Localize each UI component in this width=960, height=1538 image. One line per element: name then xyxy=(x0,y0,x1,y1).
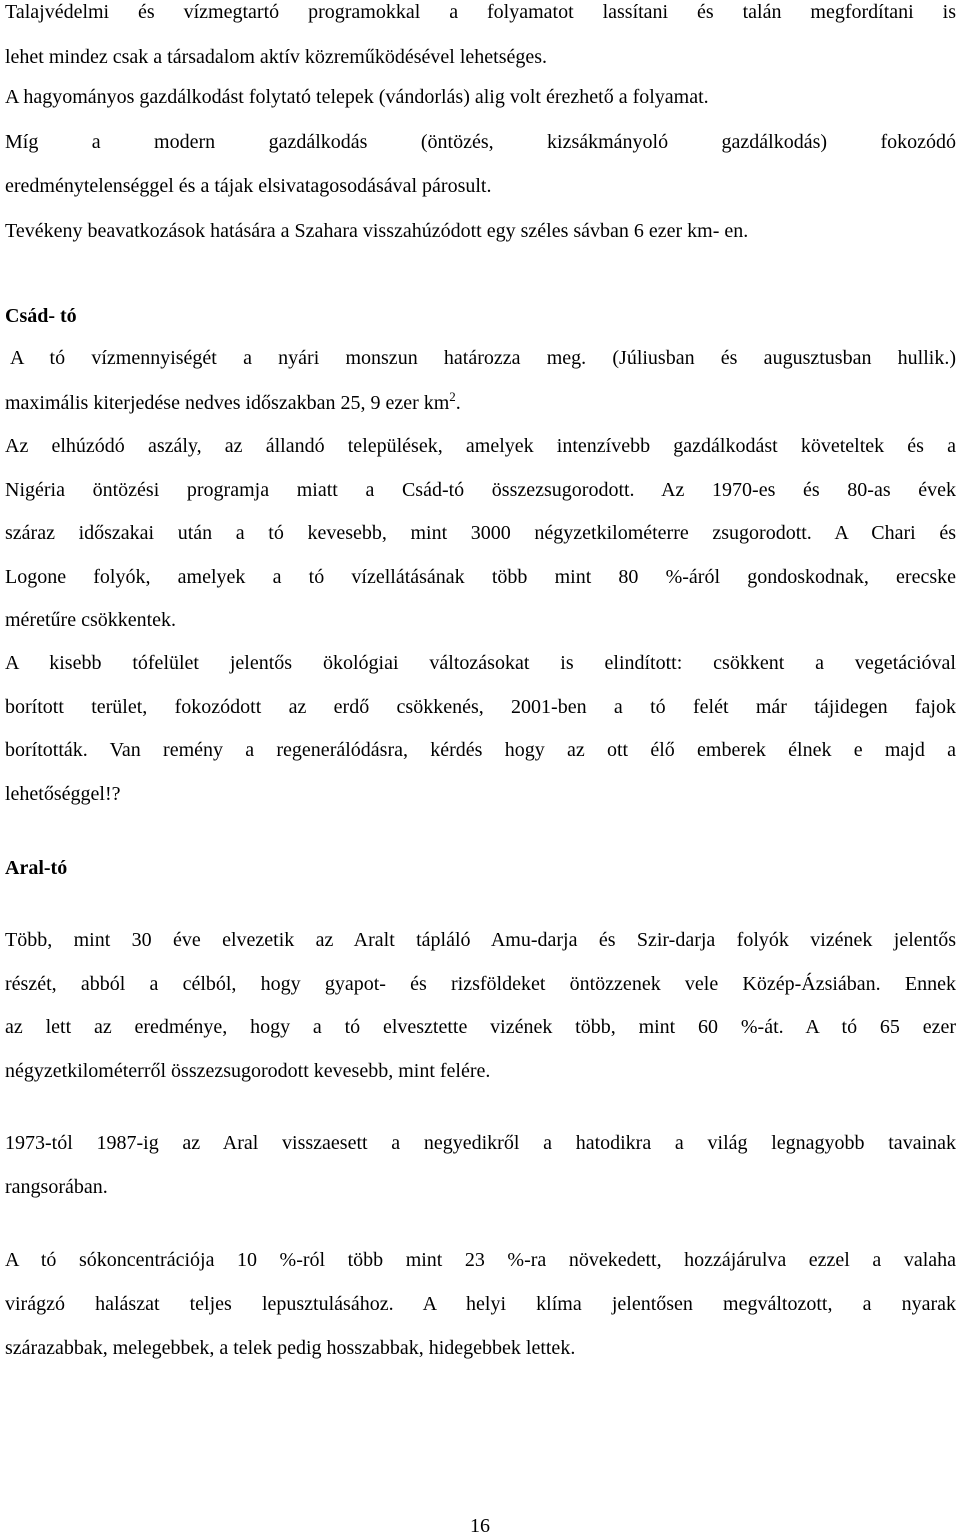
text-line: borították. Van remény a regenerálódásra, kérdés hogy az ott élő emberek élnek e majd a xyxy=(5,739,956,761)
section-heading-aral: Aral-tó xyxy=(5,857,68,879)
text-line: A tó sókoncentrációja 10 %-ról több mint 23 %-ra növekedett, hozzájárulva ezzel a valaha xyxy=(5,1249,956,1271)
chad-paragraph-2 xyxy=(5,432,956,650)
text-line: eredménytelenséggel és a tájak elsivatagosodásával párosult. xyxy=(5,175,492,197)
text-line xyxy=(5,389,956,433)
page-number: 16 xyxy=(470,1515,490,1537)
aral-paragraph-3 xyxy=(5,1246,956,1378)
text-line: szárazabbak, melegebbek, a telek pedig hosszabbak, hidegebbek lettek. xyxy=(5,1337,576,1359)
text-fragment: maximális kiterjedése nedves időszakban 25, 9 ezer km xyxy=(5,392,450,414)
text-line: Nigéria öntözési programja miatt a Csád-tó összezsugorodott. Az 1970-es és 80-as évek xyxy=(5,478,956,501)
text-line: Talajvédelmi és vízmegtartó programokkal a folyamatot lassítani és talán megfordítani is xyxy=(5,1,956,23)
aral-paragraph-1 xyxy=(5,926,956,1100)
superscript: 2 xyxy=(449,389,456,404)
text-line: virágzó halászat teljes lepusztulásához. A helyi klíma jelentősen megváltozott, a nyarak xyxy=(5,1293,956,1315)
text-line: A tó vízmennyiségét a nyári monszun határozza meg. (Júliusban és augusztusban hullik.) xyxy=(10,347,956,369)
text-line: Míg a modern gazdálkodás (öntözés, kizsákmányoló gazdálkodás) fokozódó xyxy=(5,131,956,153)
text-line: Logone folyók, amelyek a tó vízellátásának több mint 80 %-áról gondoskodnak, erecske xyxy=(5,565,956,588)
text-line: Tevékeny beavatkozások hatására a Szahara visszahúzódott egy széles sávban 6 ezer km- en. xyxy=(5,220,749,242)
text-line: rangsorában. xyxy=(5,1176,108,1198)
text-line: lehet mindez csak a társadalom aktív közreműködésével lehetséges. xyxy=(5,46,548,68)
text-line: Több, mint 30 éve elvezetik az Aralt tápláló Amu-darja és Szir-darja folyók vizének jelentős xyxy=(5,929,956,951)
text-line: száraz időszakai után a tó kevesebb, mint 3000 négyzetkilométerre zsugorodott. A Chari és xyxy=(5,522,956,544)
text-line: A kisebb tófelület jelentős ökológiai változásokat is elindított: csökkent a vegetációval xyxy=(5,652,956,674)
text-line: négyzetkilométerről összezsugorodott kevesebb, mint felére. xyxy=(5,1059,491,1082)
chad-paragraph-3 xyxy=(5,649,956,823)
chad-paragraph-1 xyxy=(5,344,956,433)
text-fragment: . xyxy=(455,392,461,414)
text-line: A hagyományos gazdálkodást folytató telepek (vándorlás) alig volt érezhető a folyamat. xyxy=(5,86,709,108)
text-line: Az elhúzódó aszály, az állandó települések, amelyek intenzívebb gazdálkodást követeltek és a xyxy=(5,435,956,457)
text-line: borított terület, fokozódott az erdő csökkenés, 2001-ben a tó felét már tájidegen fajok xyxy=(5,695,956,718)
text-line: az lett az eredménye, hogy a tó elvesztette vizének több, mint 60 %-át. A tó 65 ezer xyxy=(5,1016,956,1038)
text-line: lehetőséggel!? xyxy=(5,782,121,805)
text-line: méretűre csökkentek. xyxy=(5,609,177,631)
intro-paragraph xyxy=(5,0,956,261)
aral-paragraph-2 xyxy=(5,1129,956,1217)
text-line: 1973-tól 1987-ig az Aral visszaesett a negyedikről a hatodikra a világ legnagyobb tavainak xyxy=(5,1132,956,1154)
text-line: részét, abból a célból, hogy gyapot- és rizsföldeket öntözzenek vele Közép-Ázsiában. Ennek xyxy=(5,972,956,995)
section-heading-chad: Csád- tó xyxy=(5,305,77,327)
